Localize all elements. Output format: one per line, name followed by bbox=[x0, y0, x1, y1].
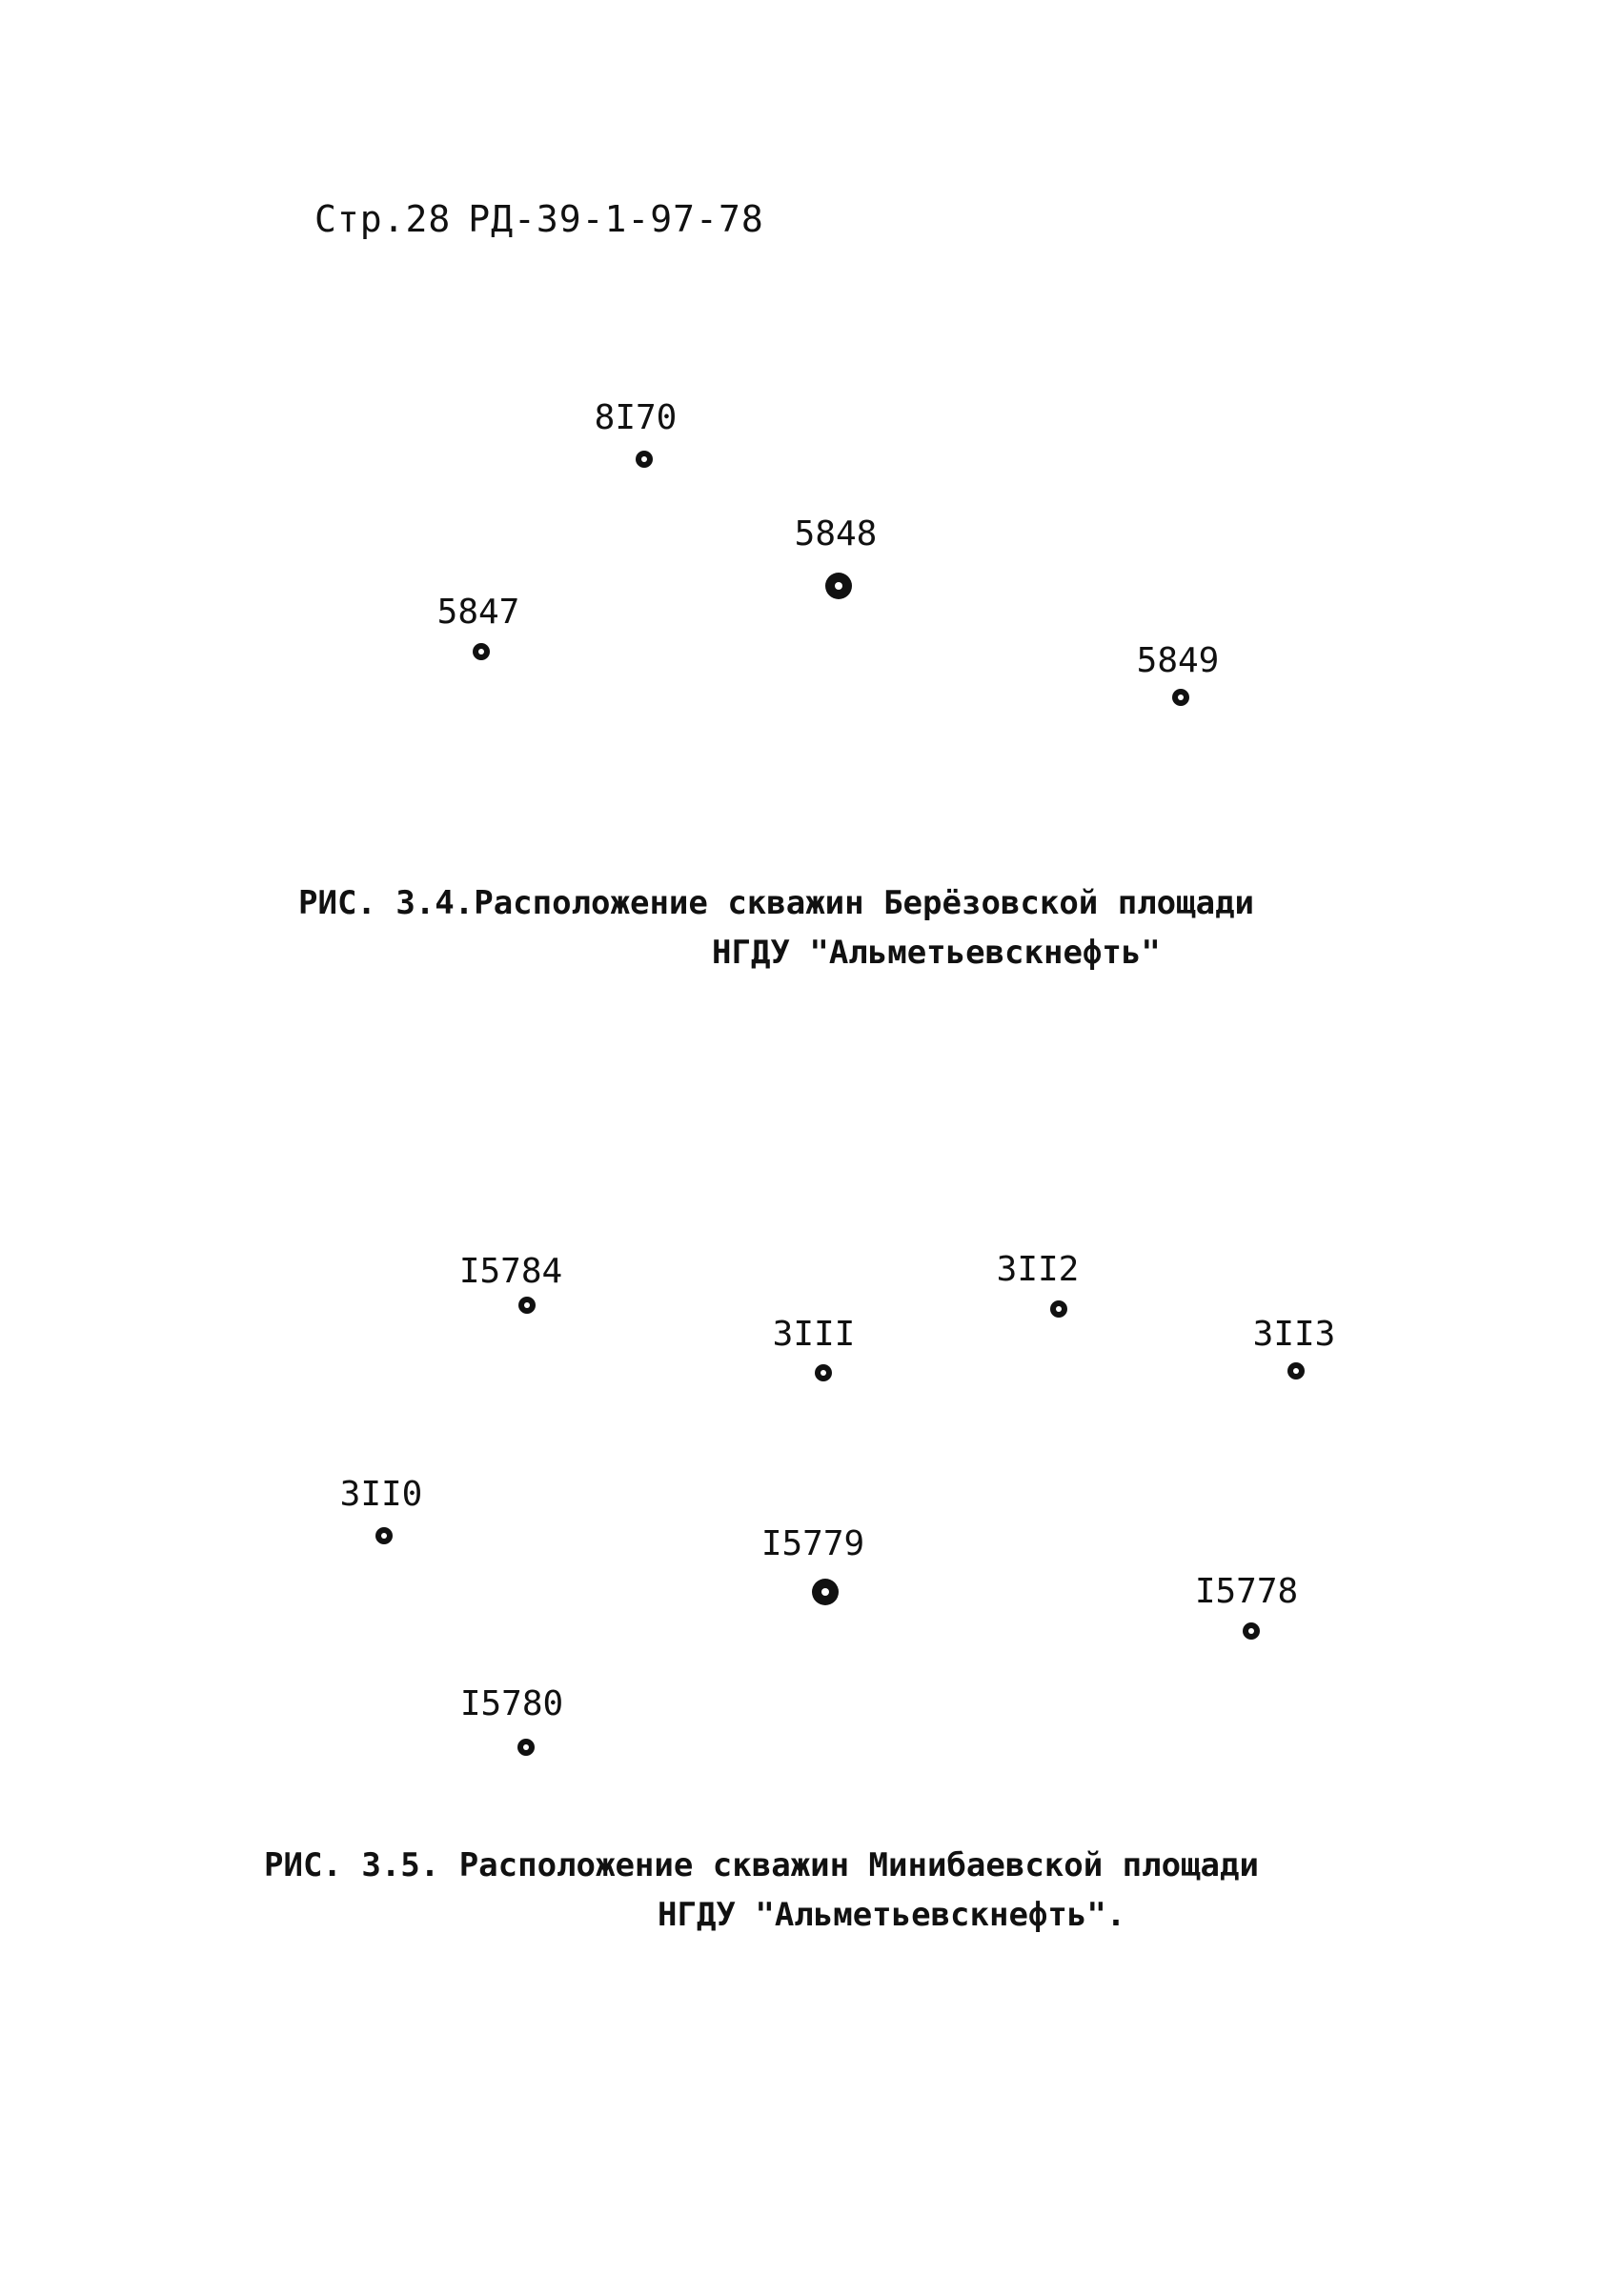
well-label: I5778 bbox=[1194, 1572, 1299, 1611]
page-header bbox=[314, 198, 781, 240]
well-label: I5779 bbox=[760, 1524, 865, 1563]
well-marker-icon bbox=[517, 1739, 535, 1756]
well-label: 5848 bbox=[794, 514, 878, 554]
well-label: 3II2 bbox=[996, 1250, 1080, 1289]
well-label: I5784 bbox=[458, 1252, 563, 1291]
well-marker-icon bbox=[812, 1579, 839, 1605]
well-marker-icon bbox=[1243, 1622, 1260, 1640]
well-marker-icon bbox=[1287, 1362, 1305, 1380]
well-marker-icon bbox=[473, 643, 490, 660]
well-label: 5847 bbox=[436, 593, 520, 632]
well-label: I5780 bbox=[459, 1684, 564, 1723]
well-label: 3II3 bbox=[1252, 1315, 1336, 1354]
well-marker-icon bbox=[815, 1364, 832, 1381]
figure-3-4-caption-line1: РИС. 3.4.Расположение скважин Берёзовской площади bbox=[298, 884, 1255, 922]
well-marker-icon bbox=[375, 1527, 393, 1544]
well-label: 3II0 bbox=[339, 1475, 423, 1514]
well-marker-icon bbox=[1050, 1300, 1067, 1318]
well-label: 5849 bbox=[1136, 641, 1220, 680]
page-number: Стр.28 bbox=[314, 198, 452, 240]
figure-3-4-caption-line2: НГДУ "Альметьевскнефть" bbox=[712, 934, 1161, 972]
document-code: РД-39-1-97-78 bbox=[468, 198, 764, 240]
well-marker-icon bbox=[825, 573, 852, 599]
figure-3-5-caption-line2: НГДУ "Альметьевскнефть". bbox=[658, 1896, 1126, 1934]
well-marker-icon bbox=[636, 451, 653, 468]
well-label: 3III bbox=[772, 1315, 856, 1354]
figure-3-5-caption-line1: РИС. 3.5. Расположение скважин Минибаевской площади bbox=[264, 1846, 1259, 1884]
well-label: 8I70 bbox=[594, 398, 678, 437]
well-marker-icon bbox=[518, 1297, 536, 1314]
well-marker-icon bbox=[1172, 689, 1189, 706]
